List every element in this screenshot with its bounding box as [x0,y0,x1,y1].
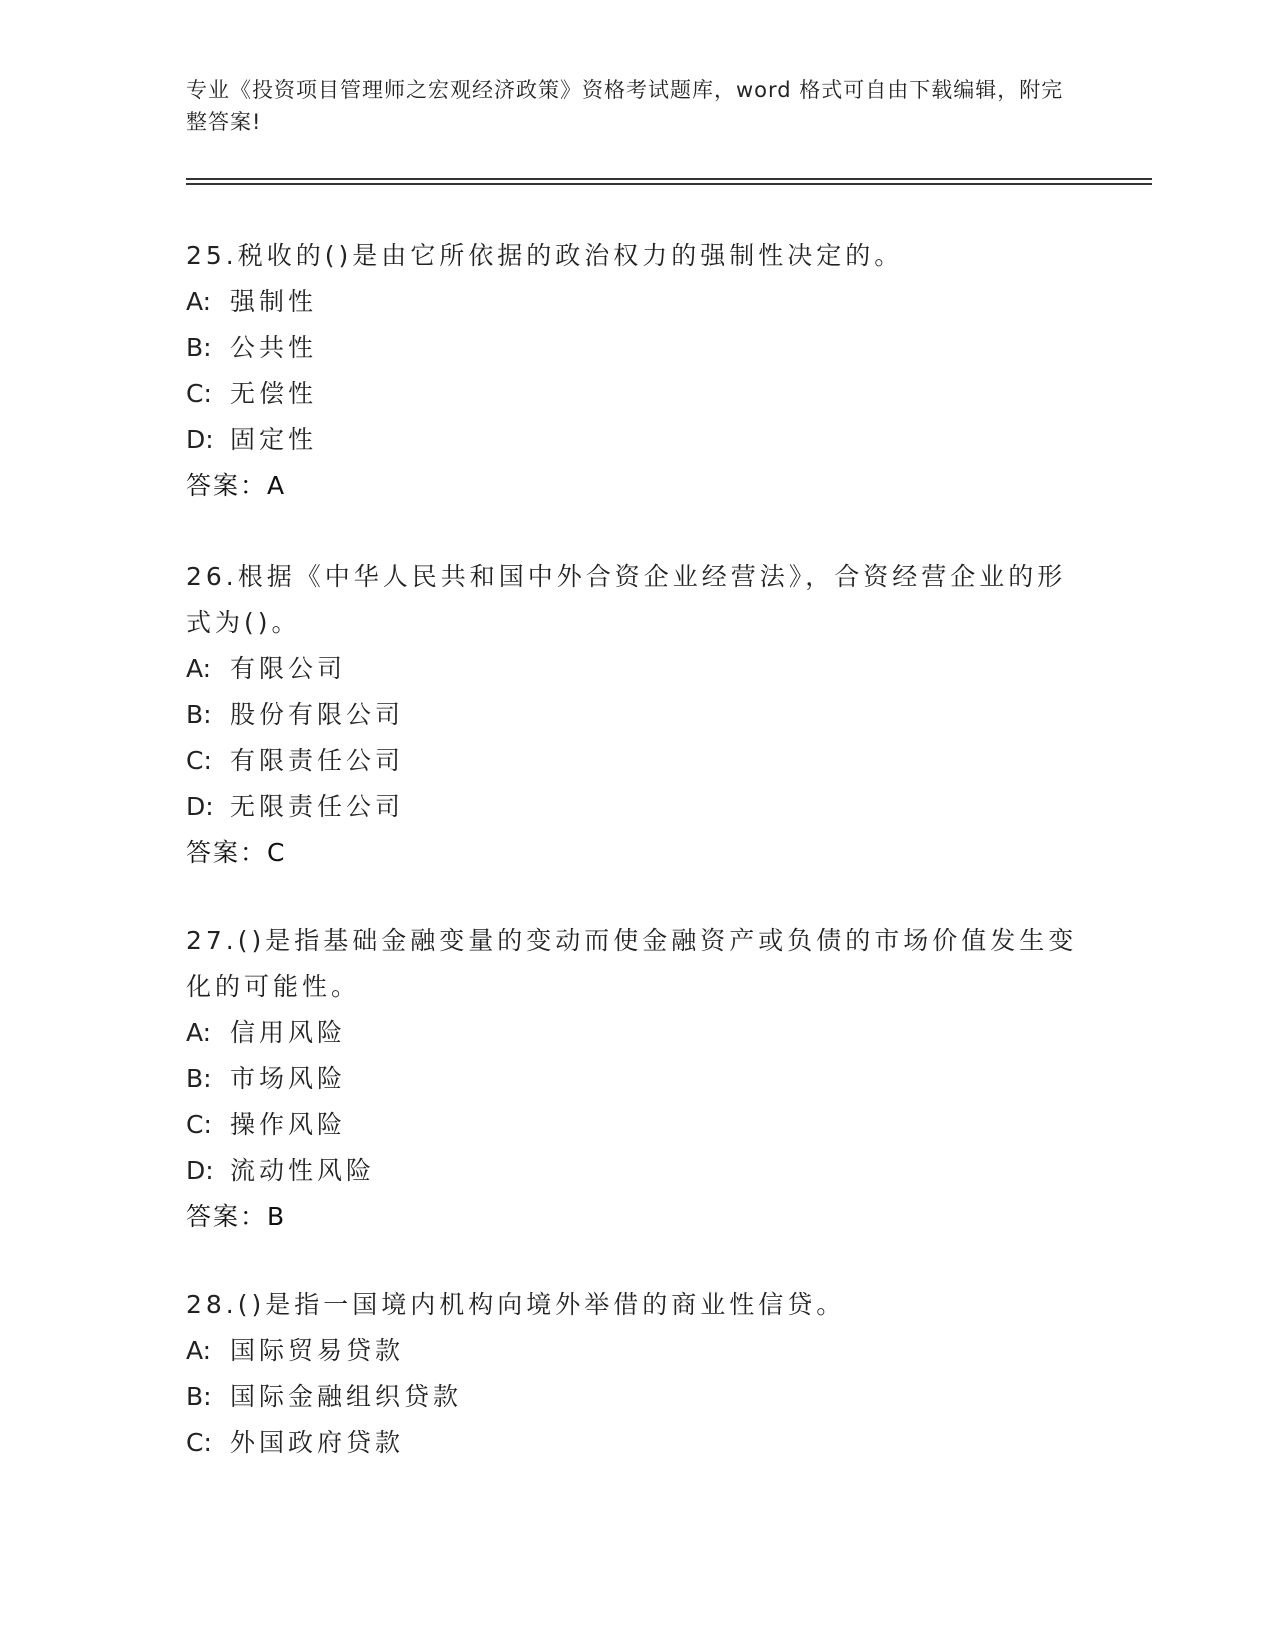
option-letter: D: [186,1156,214,1185]
answer-line: 答案：A [186,471,287,500]
option-a [186,1010,1086,1056]
option-text: 流动性风险 [230,1156,376,1185]
option-text: 操作风险 [230,1110,347,1139]
option-text: 国际贸易贷款 [230,1336,405,1365]
option-c [186,371,1086,417]
header-divider-bottom [186,183,1152,185]
option-letter: C: [186,1428,212,1457]
option-text: 有限责任公司 [230,746,405,775]
option-d [186,784,1086,830]
option-text: 国际金融组织贷款 [230,1382,463,1411]
option-a [186,646,1086,692]
option-text: 市场风险 [230,1064,347,1093]
option-letter: A: [186,654,212,683]
option-text: 信用风险 [230,1018,347,1047]
option-b [186,692,1086,738]
option-b [186,1056,1086,1102]
question-26 [186,554,1086,876]
option-text: 股份有限公司 [230,700,405,729]
option-letter: C: [186,379,212,408]
option-text: 公共性 [230,333,318,362]
option-letter: B: [186,1382,212,1411]
header-divider-top [186,178,1152,180]
option-letter: B: [186,700,212,729]
option-letter: A: [186,1018,212,1047]
answer-line: 答案：B [186,1202,287,1231]
option-letter: C: [186,746,212,775]
option-letter: A: [186,1336,212,1365]
option-b [186,325,1086,371]
option-a [186,1328,1086,1374]
option-c [186,738,1086,784]
option-c [186,1102,1086,1148]
option-a [186,279,1086,325]
question-28 [186,1282,1086,1466]
option-d [186,1148,1086,1194]
question-stem: 27.()是指基础金融变量的变动而使金融资产或负债的市场价值发生变化的可能性。 [186,926,1078,1001]
question-27 [186,918,1086,1240]
option-letter: C: [186,1110,212,1139]
option-text: 有限公司 [230,654,347,683]
option-letter: A: [186,287,212,316]
question-stem: 26.根据《中华人民共和国中外合资企业经营法》，合资经营企业的形式为()。 [186,562,1067,637]
option-text: 固定性 [230,425,318,454]
option-text: 无限责任公司 [230,792,405,821]
option-text: 无偿性 [230,379,318,408]
question-25 [186,233,1086,509]
option-letter: B: [186,333,212,362]
option-letter: D: [186,792,214,821]
option-text: 外国政府贷款 [230,1428,405,1457]
option-letter: D: [186,425,214,454]
option-c [186,1420,1086,1466]
option-letter: B: [186,1064,212,1093]
question-stem: 25.税收的()是由它所依据的政治权力的强制性决定的。 [186,241,904,270]
option-b [186,1374,1086,1420]
question-stem: 28.()是指一国境内机构向境外举借的商业性信贷。 [186,1290,846,1319]
answer-line: 答案：C [186,838,287,867]
option-text: 强制性 [230,287,318,316]
document-header: 专业《投资项目管理师之宏观经济政策》资格考试题库，word 格式可自由下载编辑，附完整答案! [186,78,1064,134]
option-d [186,417,1086,463]
